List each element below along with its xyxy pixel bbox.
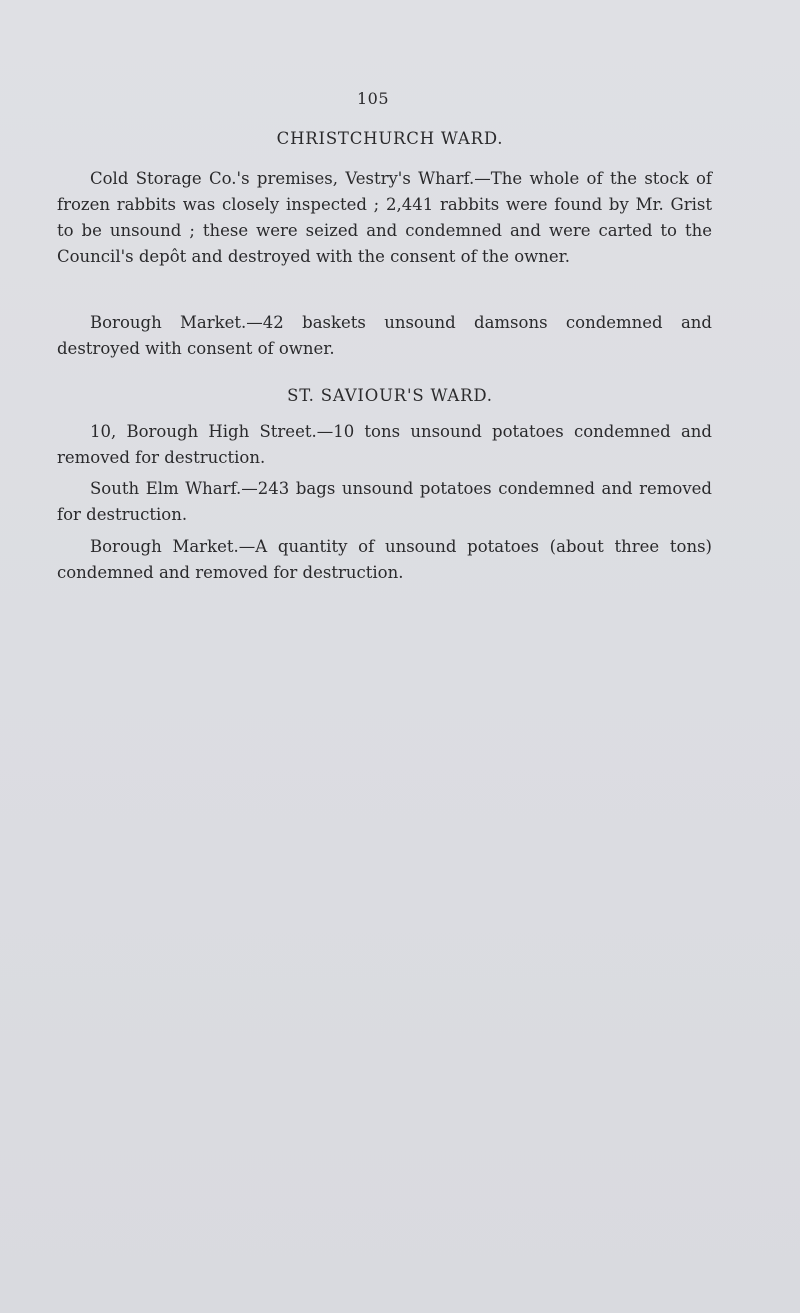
page-number: 105 bbox=[356, 89, 390, 108]
paragraph-borough-market-damsons: Borough Market.—42 baskets unsound damsons condemned and destroyed with consent of owner. bbox=[57, 313, 712, 358]
section-heading-christchurch-ward: CHRISTCHURCH WARD. bbox=[276, 129, 504, 148]
paragraph-south-elm-wharf: South Elm Wharf.—243 bags unsound potatoes condemned and removed for destruction. bbox=[57, 479, 712, 524]
paragraph-cold-storage: Cold Storage Co.'s premises, Vestry's Wharf.—The whole of the stock of frozen rabbits was closely inspected ; 2,441 rabbits were found by Mr. Grist to be unsound ; these were seized and condemned and were carted to the Council's depôt and destroyed with the consent of the owner. bbox=[57, 169, 712, 266]
paragraph-borough-high-street: 10, Borough High Street.—10 tons unsound potatoes condemned and removed for destruction. bbox=[57, 422, 712, 467]
paragraph-borough-market-potatoes: Borough Market.—A quantity of unsound potatoes (about three tons) condemned and removed for destruction. bbox=[57, 537, 712, 582]
section-heading-st-saviours-ward: ST. SAVIOUR'S WARD. bbox=[287, 386, 493, 405]
